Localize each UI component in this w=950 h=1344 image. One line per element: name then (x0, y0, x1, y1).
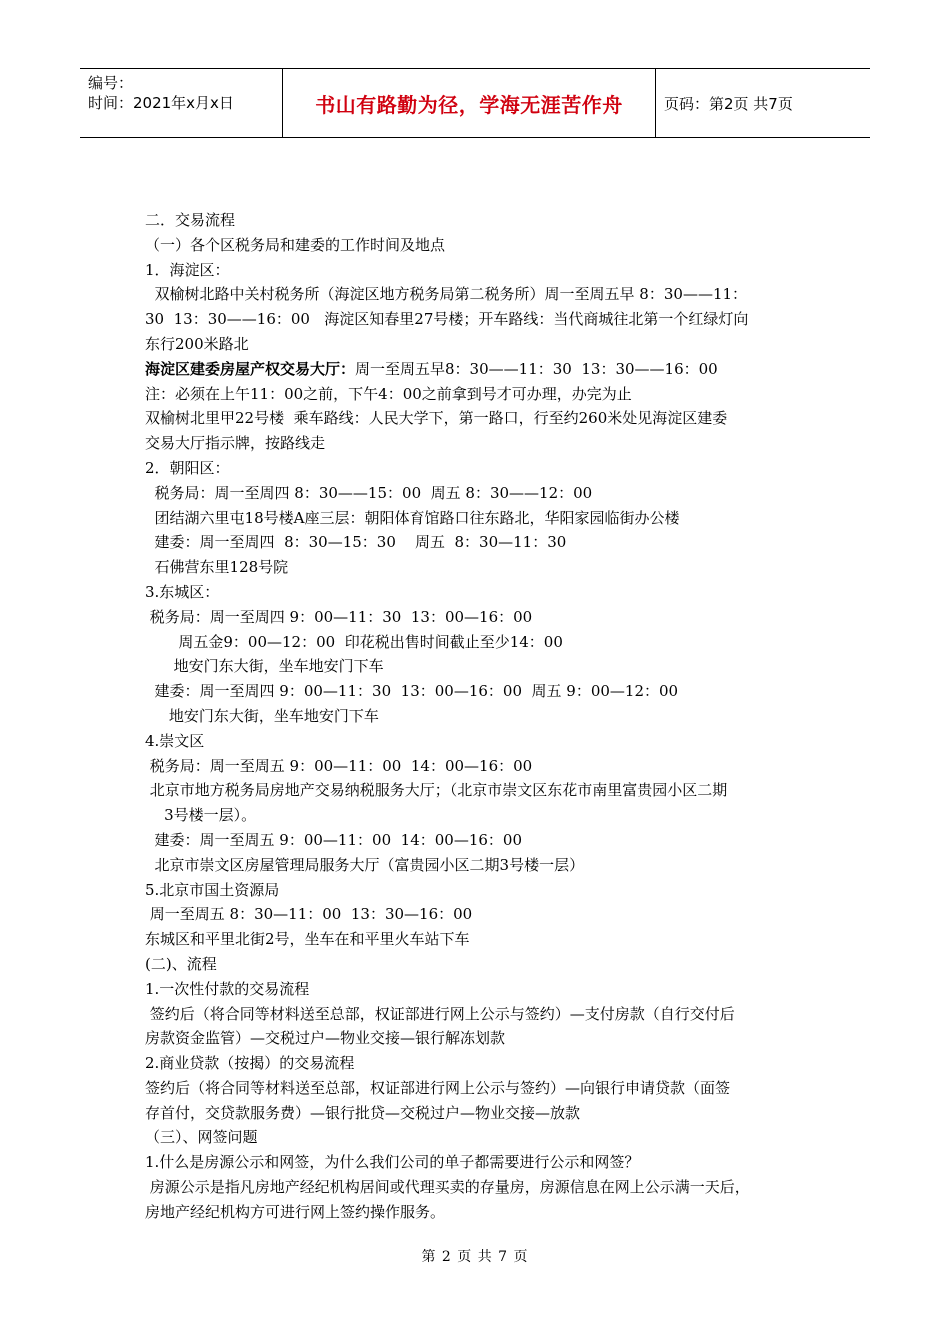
line-text: 建委：周一至周四 9：00—11：30 13：00—16：00 周五 9：00—12：00 (145, 682, 679, 701)
line-text: 1．海淀区： (145, 260, 230, 279)
text-line (145, 208, 825, 233)
text-line (145, 878, 825, 903)
line-text: 签约后（将合同等材料送至总部，权证部进行网上公示与签约）—向银行申请贷款（面签 (145, 1078, 731, 1097)
text-line (145, 828, 825, 853)
text-line (145, 754, 825, 779)
page-header (80, 68, 870, 138)
line-text: 双榆树北里甲22号楼 乘车路线：人民大学下，第一路口，行至约260米处见海淀区建委 (145, 409, 728, 428)
line-text: 周五金9：00—12：00 印花税出售时间截止至少14：00 (145, 632, 563, 651)
line-text: 房地产经纪机构方可进行网上签约操作服务。 (145, 1202, 446, 1221)
line-text: 2.商业贷款（按揭）的交易流程 (145, 1054, 355, 1073)
line-text: 东城区和平里北街2号，坐车在和平里火车站下车 (145, 930, 470, 949)
line-text: 地安门东大街，坐车地安门下车 (145, 706, 379, 725)
line-text: 1.一次性付款的交易流程 (145, 979, 310, 998)
line-text: 地安门东大街，坐车地安门下车 (145, 657, 384, 676)
text-line (145, 704, 825, 729)
text-line (145, 729, 825, 754)
line-text: 团结湖六里屯18号楼A座三层：朝阳体育馆路口往东路北，华阳家园临街办公楼 (145, 508, 680, 527)
text-line (145, 927, 825, 952)
text-line (145, 853, 825, 878)
text-line (145, 357, 825, 382)
header-meta (80, 69, 282, 137)
text-line (145, 1076, 825, 1101)
text-line (145, 530, 825, 555)
line-text: 签约后（将合同等材料送至总部，权证部进行网上公示与签约）—支付房款（自行交付后 (145, 1004, 735, 1023)
text-line (145, 307, 825, 332)
text-line (145, 803, 825, 828)
text-line (145, 481, 825, 506)
text-line (145, 1051, 825, 1076)
line-text: 30 13：30——16：00 海淀区知春里27号楼；开车路线：当代商城往北第一个红绿灯向 (145, 310, 749, 329)
text-line (145, 1002, 825, 1027)
text-line (145, 456, 825, 481)
line-text: 注：必须在上午11：00之前，下午4：00之前拿到号才可办理，办完为止 (145, 384, 632, 403)
page-footer: 第 2 页 共 7 页 (421, 1249, 529, 1265)
text-line (145, 580, 825, 605)
line-text: 建委：周一至周四 8：30—15：30 周五 8：30—11：30 (145, 533, 567, 552)
document-body (145, 208, 825, 1225)
line-text: 房源公示是指凡房地产经纪机构居间或代理买卖的存量房，房源信息在网上公示满一天后， (145, 1178, 750, 1197)
line-text: 5.北京市国土资源局 (145, 880, 280, 899)
line-text: 石佛营东里128号院 (145, 558, 289, 577)
text-line (145, 282, 825, 307)
text-line (145, 1026, 825, 1051)
text-line (145, 1101, 825, 1126)
number-label: 编号： (88, 74, 134, 92)
text-line (145, 1125, 825, 1150)
text-line (145, 778, 825, 803)
text-line (145, 1200, 825, 1225)
text-line (145, 258, 825, 283)
text-line (145, 952, 825, 977)
line-text: 二．交易流程 (145, 211, 236, 229)
time-label: 时间：2021年x月x日 (88, 94, 234, 112)
text-line (145, 902, 825, 927)
line-text: 税务局：周一至周四 9：00—11：30 13：00—16：00 (145, 607, 533, 626)
line-text: 周一至周五早8：30——11：30 13：30——16：00 (355, 359, 718, 378)
line-text: 4.崇文区 (145, 731, 205, 750)
bold-heading: 海淀区建委房屋产权交易大厅： (145, 359, 356, 378)
text-line (145, 233, 825, 258)
line-text: 税务局：周一至周五 9：00—11：00 14：00—16：00 (145, 756, 533, 775)
line-text: 交易大厅指示牌，按路线走 (145, 434, 326, 453)
line-text: 北京市地方税务局房地产交易纳税服务大厅；（北京市崇文区东花市南里富贵园小区二期 (145, 781, 728, 800)
text-line (145, 332, 825, 357)
line-text: 3号楼一层）。 (145, 806, 257, 825)
line-text: 建委：周一至周五 9：00—11：00 14：00—16：00 (145, 830, 522, 849)
text-line (145, 431, 825, 456)
text-line (145, 382, 825, 407)
line-text: 东行200米路北 (145, 334, 249, 353)
line-text: （一）各个区税务局和建委的工作时间及地点 (145, 235, 446, 254)
line-text: (二)、流程 (145, 954, 217, 973)
text-line (145, 630, 825, 655)
line-text: 2．朝阳区： (145, 458, 230, 477)
line-text: 北京市崇文区房屋管理局服务大厅（富贵园小区二期3号楼一层） (145, 855, 585, 874)
line-text: 存首付，交贷款服务费）—银行批贷—交税过户—物业交接—放款 (145, 1103, 581, 1122)
line-text: 税务局：周一至周四 8：30——15：00 周五 8：30——12：00 (145, 483, 593, 502)
line-text: 双榆树北路中关村税务所（海淀区地方税务局第二税务所）周一至周五早 8：30——11： (145, 285, 748, 304)
line-text: 房款资金监管）—交税过户—物业交接—银行解冻划款 (145, 1029, 506, 1048)
text-line (145, 406, 825, 431)
text-line (145, 654, 825, 679)
text-line (145, 555, 825, 580)
header-page-info: 页码：第2页 共7页 (664, 94, 793, 113)
text-line (145, 1150, 825, 1175)
line-text: 3.东城区： (145, 582, 220, 601)
line-text: （三）、网签问题 (145, 1128, 258, 1147)
line-text: 周一至周五 8：30—11：00 13：30—16：00 (145, 905, 473, 924)
text-line (145, 679, 825, 704)
text-line (145, 1175, 825, 1200)
text-line (145, 977, 825, 1002)
text-line (145, 605, 825, 630)
header-motto: 书山有路勤为径，学海无涯苦作舟 (282, 69, 656, 137)
line-text: 1.什么是房源公示和网签，为什么我们公司的单子都需要进行公示和网签？ (145, 1153, 640, 1172)
text-line (145, 506, 825, 531)
